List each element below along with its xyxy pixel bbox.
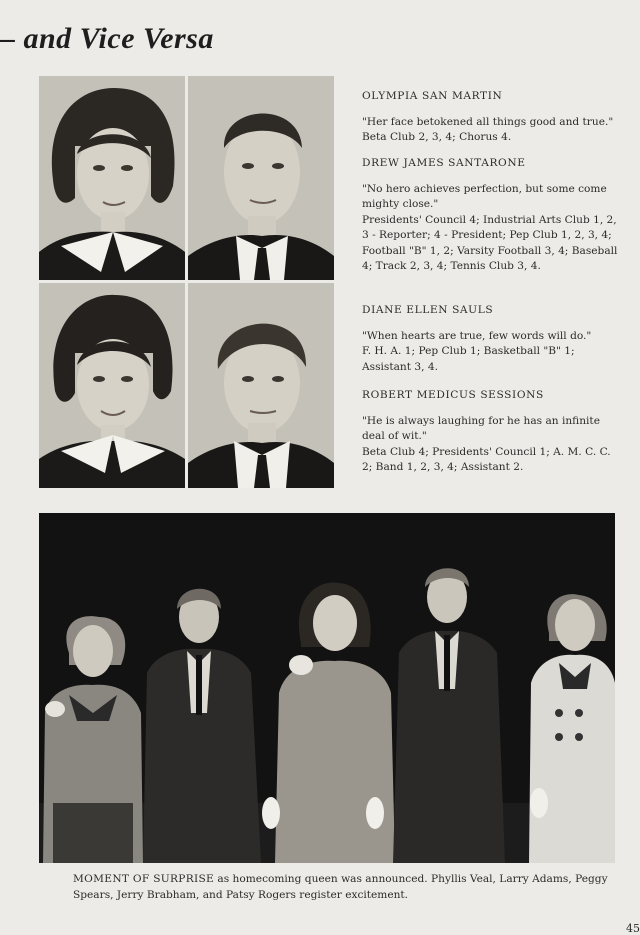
student-name: OLYMPIA SAN MARTIN [362,90,503,102]
senior-quote: "Her face betokened all things good and true." [362,115,614,128]
portrait-image [39,283,185,488]
caption-lead: MOMENT OF SURPRISE [73,873,215,885]
portrait-olympia-san-martin [39,76,185,280]
homecoming-group-photo [39,513,615,863]
photo-caption [73,872,618,903]
page-header: – and Vice Versa [0,22,214,55]
portrait-image [188,283,334,488]
student-name: ROBERT MEDICUS SESSIONS [362,389,544,401]
student-name: DIANE ELLEN SAULS [362,304,494,316]
senior-quote: "When hearts are true, few words will do." [362,329,592,342]
senior-quote: "No hero achieves perfection, but some come mighty close." [362,182,607,210]
portrait-image [188,76,334,280]
activities-list: F. H. A. 1; Pep Club 1; Basketball "B" 1; Assistant 3, 4. [362,345,575,373]
portrait-diane-ellen-sauls [39,283,185,488]
portrait-image [39,76,185,280]
bio-drew-james-santarone [362,156,624,275]
activities-list: Beta Club 2, 3, 4; Chorus 4. [362,131,512,143]
bio-olympia-san-martin [362,89,624,146]
activities-list: Beta Club 4; Presidents' Council 1; A. M. C. C. 2; Band 1, 2, 3, 4; Assistant 2. [362,445,611,473]
activities-list: Presidents' Council 4; Industrial Arts Club 1, 2, 3 - Reporter; 4 - President; Pep Club 1, 2, 3, 4; Football "B" 1, 2; Varsity Football 3, 4; Baseball 4; Track 2, 3, 4; Tennis Club 3, 4. [362,213,618,272]
group-photo-image [39,513,615,863]
portrait-drew-james-santarone [188,76,334,280]
page-number: 45 [626,922,640,935]
portrait-robert-medicus-sessions [188,283,334,488]
bio-robert-medicus-sessions [362,388,624,476]
bio-diane-ellen-sauls [362,303,624,375]
caption-text: as homecoming queen was announced. Phyllis Veal, Larry Adams, Peggy Spears, Jerry Brabham, and Patsy Rogers register excitement. [73,873,608,901]
student-name: DREW JAMES SANTARONE [362,157,526,169]
senior-quote: "He is always laughing for he has an infinite deal of wit." [362,414,600,442]
